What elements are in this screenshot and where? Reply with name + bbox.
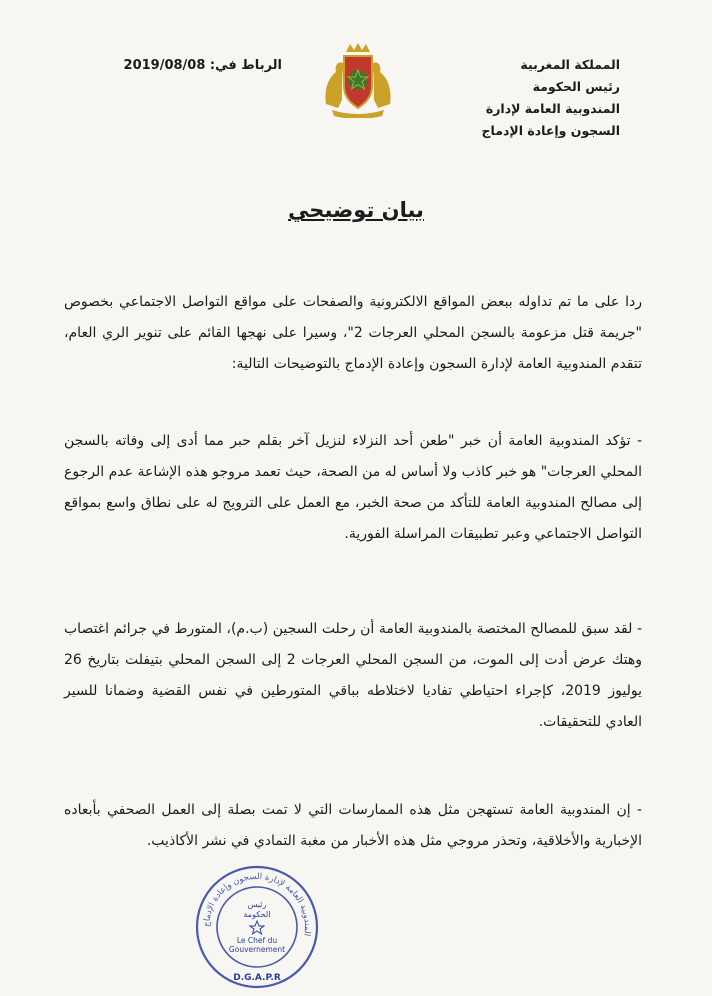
paragraph-denial: - تؤكد المندوبية العامة أن خبر "طعن أحد النزلاء لنزيل آخر بقلم حبر مما أدى إلى وفاته بالسجن المحلي العرجات" هو خبر كاذب ولا أساس له من الصحة، حيث تعمد مروجو هذه الإشاعة عدم الرجوع إلى مصالح المندوبية العامة للتأكد من صحة الخبر، مع العمل على الترويج له على نطاق واسع بمواقع التواصل الاجتماعي وعبر تطبيقات المراسلة الفورية. <box>64 433 642 542</box>
header-kingdom: المملكة المغربية <box>520 57 620 72</box>
paragraph-warning: - إن المندوبية العامة تستهجن مثل هذه الممارسات التي لا تمت بصلة إلى العمل الصحفي بأبعاده الإخبارية والأخلاقية، وتحذر مروجي مثل هذه الأخبار من مغبة التمادي في نشر الأكاذيب. <box>64 802 642 849</box>
stamp-line-1: رئيس <box>247 900 267 909</box>
paragraph-transfer: - لقد سبق للمصالح المختصة بالمندوبية العامة أن رحلت السجين (ب.م)، المتورط في جرائم اغتصاب وهتك عرض أدت إلى الموت، من السجن المحلي العرجات 2 إلى السجن المحلي بتيفلت بتاريخ 26 يوليوز 2019، كإجراء احتياطي تفاديا لاختلاطه بباقي المتورطين في نفس القضية وضمانا للسير العادي للتحقيقات. <box>64 621 643 730</box>
issuer-header <box>420 54 620 142</box>
document-title: بيان توضيحي <box>288 198 424 222</box>
stamp-line-4: Gouvernement <box>228 945 286 954</box>
stamp-bottom-text: D.G.A.P.R <box>233 973 281 983</box>
stamp-line-3: Le Chef du <box>236 936 278 945</box>
stamp-line-2: الحكومة <box>243 910 271 919</box>
document-date: الرباط في: 2019/08/08 <box>123 58 282 73</box>
header-delegation: المندوبية العامة لإدارة <box>485 101 620 116</box>
header-prisons: السجون وإعادة الإدماج <box>481 123 620 138</box>
official-stamp-icon <box>193 863 321 991</box>
stamp-star-icon <box>250 921 264 934</box>
royal-emblem-icon <box>318 42 398 118</box>
paragraph-intro: ردا على ما تم تداوله ببعض المواقع الالكترونية والصفحات على مواقع التواصل الاجتماعي بخصوص "جريمة قتل مزعومة بالسجن المحلي العرجات 2"، وسيرا على نهجها القائم على تنوير الري العام، تتقدم المندوبية العامة لإدارة السجون وإعادة الإدماج بالتوضيحات التالية: <box>64 294 642 372</box>
stamp-ring-text: المندوبية العامة لإدارة السجون وإعادة الإدماج <box>201 871 313 937</box>
header-head-of-government: رئيس الحكومة <box>532 79 620 94</box>
